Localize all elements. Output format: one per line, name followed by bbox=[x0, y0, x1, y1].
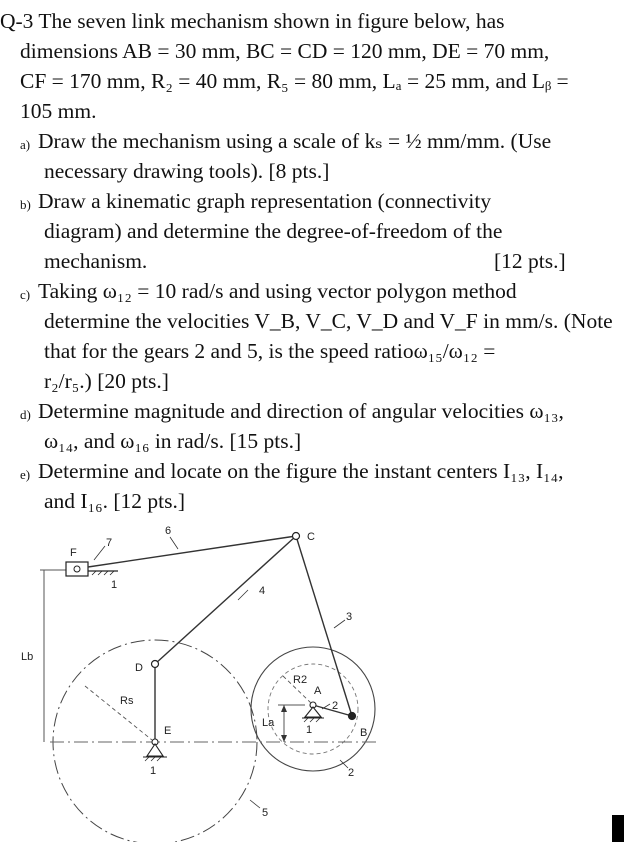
part-a-line-2: necessary drawing tools). [8 pts.] bbox=[44, 159, 330, 183]
part-c-letter: c) bbox=[20, 287, 31, 302]
ground-a bbox=[305, 707, 321, 717]
part-c-line-2: determine the velocities V_B, V_C, V_D and V_F in mm/s. (Note bbox=[44, 309, 613, 333]
link-6 bbox=[88, 536, 296, 567]
part-c-line-3: that for the gears 2 and 5, is the speed ratioω₁₅/ω₁₂ = bbox=[44, 339, 496, 363]
label-d: D bbox=[135, 662, 143, 674]
label-a: A bbox=[314, 685, 322, 697]
part-e-line-2: and I₁₆. [12 pts.] bbox=[44, 489, 185, 513]
part-b-points: [12 pts.] bbox=[494, 249, 566, 273]
corner-mark bbox=[612, 815, 624, 842]
rs-radius-line bbox=[85, 686, 152, 740]
label-1-e: 1 bbox=[150, 765, 157, 777]
label-lb: Lb bbox=[21, 651, 34, 663]
joint-c bbox=[293, 533, 300, 540]
part-b-letter: b) bbox=[20, 197, 31, 212]
joint-b bbox=[349, 713, 356, 720]
label-2: 2 bbox=[348, 767, 355, 779]
link-4 bbox=[155, 536, 296, 664]
label-f: F bbox=[70, 547, 77, 559]
link-3 bbox=[296, 536, 352, 716]
question-line-1: Q-3 The seven link mechanism shown in figure below, has bbox=[0, 9, 505, 33]
label-7: 7 bbox=[106, 537, 113, 549]
label-e: E bbox=[164, 725, 172, 737]
label-1-top: 1 bbox=[111, 579, 118, 591]
label-5: 5 bbox=[262, 807, 269, 819]
part-a-letter: a) bbox=[20, 137, 31, 152]
label-2-a: 2 bbox=[332, 700, 339, 712]
part-d-letter: d) bbox=[20, 407, 31, 422]
label-3: 3 bbox=[346, 611, 353, 623]
label-c: C bbox=[307, 531, 315, 543]
part-d-line-1: Determine magnitude and direction of angular velocities ω₁₃, bbox=[38, 399, 564, 423]
question-line-4: 105 mm. bbox=[20, 99, 97, 123]
part-c-line-1: Taking ω₁₂ = 10 rad/s and using vector polygon method bbox=[38, 279, 517, 303]
question-line-2: dimensions AB = 30 mm, BC = CD = 120 mm, DE = 70 mm, bbox=[20, 39, 550, 63]
part-c-line-4: r₂/r₅.) [20 pts.] bbox=[44, 369, 169, 393]
label-rs: Rs bbox=[120, 695, 134, 707]
label-4: 4 bbox=[259, 585, 266, 597]
part-a-line-1: Draw the mechanism using a scale of kₛ = ½ mm/mm. (Use bbox=[38, 129, 552, 153]
part-d-line-2: ω₁₄, and ω₁₆ in rad/s. [15 pts.] bbox=[44, 429, 302, 453]
ground-e bbox=[147, 744, 163, 756]
label-1-a: 1 bbox=[306, 724, 313, 736]
label-la: La bbox=[262, 717, 275, 729]
part-b-line-2: diagram) and determine the degree-of-freedom of the bbox=[44, 219, 503, 243]
part-e-letter: e) bbox=[20, 467, 31, 482]
joint-d bbox=[152, 661, 159, 668]
label-r2: R2 bbox=[293, 674, 308, 686]
label-b: B bbox=[360, 727, 368, 739]
label-6: 6 bbox=[165, 525, 172, 537]
part-e-line-1: Determine and locate on the figure the instant centers I₁₃, I₁₄, bbox=[38, 459, 564, 483]
part-b-line-1: Draw a kinematic graph representation (connectivity bbox=[38, 189, 492, 213]
question-line-3: CF = 170 mm, R₂ = 40 mm, R₅ = 80 mm, Lₐ = 25 mm, and Lᵦ = bbox=[20, 69, 569, 93]
part-b-line-3: mechanism. bbox=[44, 249, 148, 273]
